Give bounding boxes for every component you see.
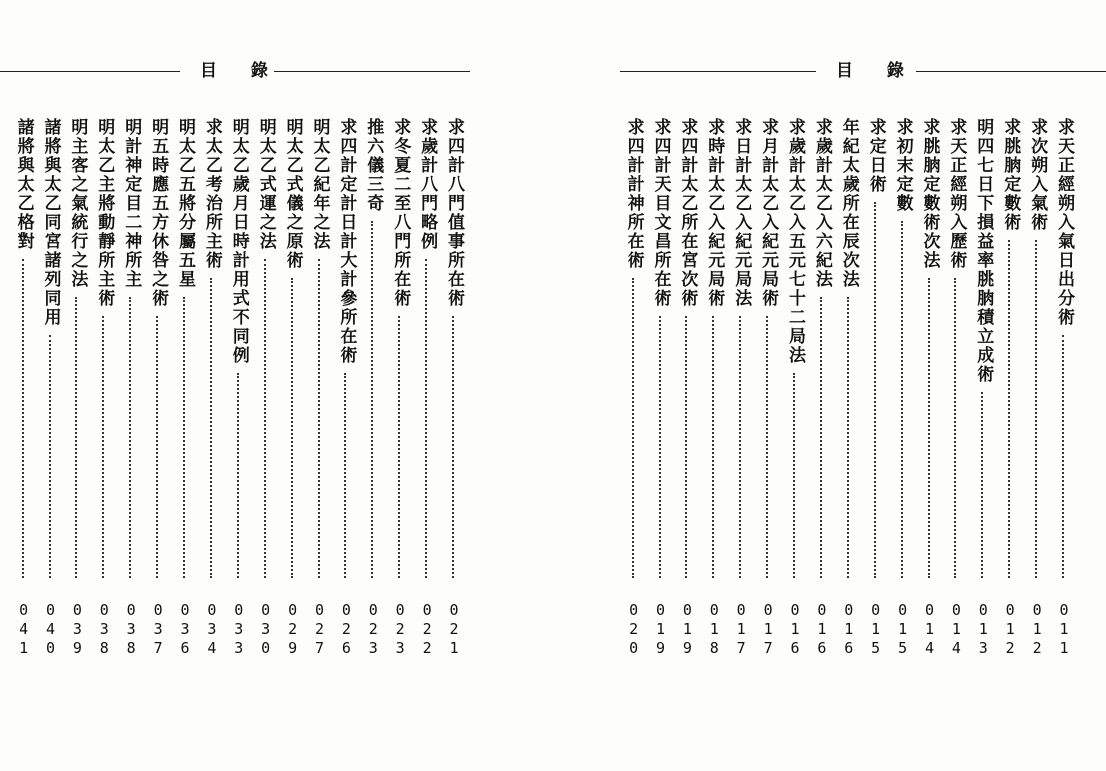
leader-dots — [237, 373, 239, 578]
leader-dots — [928, 278, 930, 578]
toc-entry-page-number: 020 — [624, 600, 643, 658]
toc-entry[interactable] — [674, 118, 700, 658]
leader-dots — [739, 316, 741, 578]
toc-entry-title: 求四計八門值事所在術 — [444, 118, 464, 308]
toc-entry-title: 求太乙考治所主術 — [201, 118, 222, 270]
leader-dots — [874, 202, 876, 578]
leader-dots — [129, 297, 131, 578]
toc-entry-title: 明五時應五方休咎之術 — [148, 118, 169, 308]
toc-entry-page-number: 022 — [418, 600, 437, 658]
toc-entry-page-number: 014 — [947, 600, 966, 658]
toc-entry[interactable] — [755, 118, 781, 658]
toc-entry[interactable] — [997, 118, 1023, 658]
leader-dots — [183, 297, 185, 578]
leader-dots — [22, 259, 24, 578]
toc-entry-title: 明太乙主將動靜所主術 — [94, 118, 115, 308]
leader-dots — [398, 316, 400, 578]
toc-entry-title: 求四計計神所在術 — [623, 118, 644, 270]
toc-entry[interactable] — [64, 118, 90, 658]
toc-entry-page-number: 012 — [1001, 600, 1020, 658]
toc-entry-title: 推六儀三奇 — [363, 118, 384, 213]
toc-entry-title: 求時計太乙入紀元局術 — [704, 118, 725, 308]
leader-dots — [49, 335, 51, 578]
toc-entry-page-number: 029 — [283, 600, 302, 658]
toc-entry-page-number: 041 — [14, 600, 33, 658]
leader-dots — [371, 221, 373, 578]
toc-entry-page-number: 033 — [229, 600, 248, 658]
toc-entry-page-number: 027 — [310, 600, 329, 658]
toc-entry-page-number: 016 — [812, 600, 831, 658]
toc-entry-title: 求天正經朔入氣日出分術 — [1054, 118, 1074, 327]
toc-entry[interactable] — [701, 118, 727, 658]
toc-entry-title: 諸將與太乙格對 — [13, 118, 34, 251]
toc-entry-title: 求歲計八門略例 — [417, 118, 438, 251]
toc-entry-page-number: 037 — [149, 600, 168, 658]
toc-entry[interactable] — [253, 118, 279, 658]
toc-entry-page-number: 038 — [122, 600, 141, 658]
leader-dots — [766, 316, 768, 578]
header-rule-left — [620, 71, 816, 72]
toc-entry-page-number: 019 — [651, 600, 670, 658]
leader-dots — [210, 278, 212, 578]
toc-entry-page-number: 018 — [705, 600, 724, 658]
page-header — [0, 60, 470, 82]
toc-entry[interactable] — [11, 118, 37, 658]
toc-entry-title: 年紀太歲所在辰次法 — [838, 118, 859, 289]
toc-entry-title: 求初末定數 — [892, 118, 913, 213]
leader-dots — [685, 316, 687, 578]
toc-entry-page-number: 017 — [732, 600, 751, 658]
toc-entry[interactable] — [1051, 118, 1077, 658]
leader-dots — [659, 316, 661, 578]
toc-entry-title: 求定日術 — [865, 118, 886, 194]
toc-entry[interactable] — [91, 118, 117, 658]
toc-entry-page-number: 023 — [391, 600, 410, 658]
toc-entry-title: 求歲計太乙入五元七十二局法 — [785, 118, 805, 365]
toc-entry-title: 明主客之氣統行之法 — [67, 118, 88, 289]
toc-entry-title: 求四計太乙所在宮次術 — [677, 118, 698, 308]
leader-dots — [793, 373, 795, 578]
toc-entry-title: 明太乙歲月日時計用式不同例 — [228, 118, 249, 365]
leader-dots — [452, 316, 454, 578]
toc-entry[interactable] — [621, 118, 647, 658]
leader-dots — [425, 259, 427, 578]
toc-entry[interactable] — [280, 118, 306, 658]
page-title: 目 錄 — [200, 61, 282, 81]
toc-entry-title: 求冬夏二至八門所在術 — [390, 118, 411, 308]
toc-entry[interactable] — [836, 118, 862, 658]
leader-dots — [318, 259, 320, 578]
toc-entry[interactable] — [441, 118, 467, 658]
toc-entry[interactable] — [360, 118, 386, 658]
toc-entry-page-number: 039 — [68, 600, 87, 658]
page-title: 目 錄 — [836, 61, 918, 81]
toc-entry[interactable] — [728, 118, 754, 658]
leader-dots — [981, 392, 983, 578]
leader-dots — [75, 297, 77, 578]
toc-entry[interactable] — [917, 118, 943, 658]
toc-entry[interactable] — [172, 118, 198, 658]
header-rule-right — [916, 71, 1106, 72]
page-header — [620, 60, 1106, 82]
toc-entry-title: 明太乙式運之法 — [255, 118, 276, 251]
toc-entry-title: 明太乙紀年之法 — [309, 118, 330, 251]
toc-entry-title: 求朓朒定數術 — [1000, 118, 1021, 232]
toc-entry-page-number: 030 — [256, 600, 275, 658]
toc-entry-page-number: 023 — [364, 600, 383, 658]
toc-entry[interactable] — [809, 118, 835, 658]
toc-entry-page-number: 036 — [176, 600, 194, 658]
toc-entry-page-number: 038 — [95, 600, 114, 658]
leader-dots — [344, 373, 346, 578]
toc-entry-page-number: 011 — [1055, 600, 1073, 658]
toc-entry-page-number: 040 — [41, 600, 60, 658]
toc-entry-title: 求天正經朔入歷術 — [946, 118, 967, 270]
toc-entry[interactable] — [145, 118, 171, 658]
toc-entry-title: 求朓朒定數術次法 — [919, 118, 940, 270]
toc-entry-page-number: 015 — [866, 600, 885, 658]
toc-entry-page-number: 013 — [974, 600, 993, 658]
leader-dots — [954, 278, 956, 578]
leader-dots — [1035, 240, 1037, 578]
toc-entry-page-number: 016 — [786, 600, 804, 658]
toc-entry-title: 求四計天目文昌所在術 — [650, 118, 671, 308]
toc-entry[interactable] — [307, 118, 333, 658]
toc-entry[interactable] — [226, 118, 252, 658]
leader-dots — [291, 278, 293, 578]
toc-entry-title: 諸將與太乙同宮諸列同用 — [40, 118, 61, 327]
leader-dots — [847, 297, 849, 578]
toc-entry-title: 明計神定目二神所主 — [121, 118, 142, 289]
toc-entry-page-number: 019 — [678, 600, 697, 658]
leader-dots — [102, 316, 104, 578]
toc-entry[interactable] — [199, 118, 225, 658]
toc-entry[interactable] — [118, 118, 144, 658]
toc-entry[interactable] — [1024, 118, 1050, 658]
toc-entry-title: 求四計定計日計大計參所在術 — [336, 118, 357, 365]
toc-entry-title: 明太乙式儀之原術 — [282, 118, 303, 270]
toc-entry-page-number: 017 — [759, 600, 778, 658]
leader-dots — [156, 316, 158, 578]
toc-entry[interactable] — [648, 118, 674, 658]
leader-dots — [1062, 335, 1064, 578]
toc-entry[interactable] — [782, 118, 808, 658]
leader-dots — [264, 259, 266, 578]
header-rule-right — [274, 71, 470, 72]
leader-dots — [632, 278, 634, 578]
leader-dots — [820, 297, 822, 578]
toc-page-left — [0, 0, 485, 771]
toc-entry[interactable] — [863, 118, 889, 658]
toc-page-right — [610, 0, 1106, 771]
toc-entry[interactable] — [333, 118, 359, 658]
toc-entry-page-number: 016 — [839, 600, 858, 658]
toc-entry-title: 明太乙五將分屬五星 — [175, 118, 195, 289]
toc-entry-page-number: 034 — [202, 600, 221, 658]
toc-entry[interactable] — [38, 118, 64, 658]
toc-entry-title: 明四七日下損益率朓朒積立成術 — [973, 118, 994, 384]
toc-entry-page-number: 014 — [920, 600, 939, 658]
toc-entry-title: 求日計太乙入紀元局法 — [731, 118, 752, 308]
toc-entry-page-number: 015 — [893, 600, 912, 658]
toc-entry[interactable] — [890, 118, 916, 658]
toc-entry[interactable] — [387, 118, 413, 658]
toc-entry-title: 求次朔入氣術 — [1027, 118, 1048, 232]
header-rule-left — [0, 71, 180, 72]
toc-entry-title: 求歲計太乙入六紀法 — [811, 118, 832, 289]
leader-dots — [901, 221, 903, 578]
toc-entry[interactable] — [943, 118, 969, 658]
toc-entry-title: 求月計太乙入紀元局術 — [758, 118, 779, 308]
toc-entry[interactable] — [414, 118, 440, 658]
toc-entry-page-number: 026 — [337, 600, 356, 658]
leader-dots — [1008, 240, 1010, 578]
toc-entry-page-number: 012 — [1028, 600, 1047, 658]
leader-dots — [712, 316, 714, 578]
toc-entry[interactable] — [970, 118, 996, 658]
toc-entry-page-number: 021 — [445, 600, 463, 658]
